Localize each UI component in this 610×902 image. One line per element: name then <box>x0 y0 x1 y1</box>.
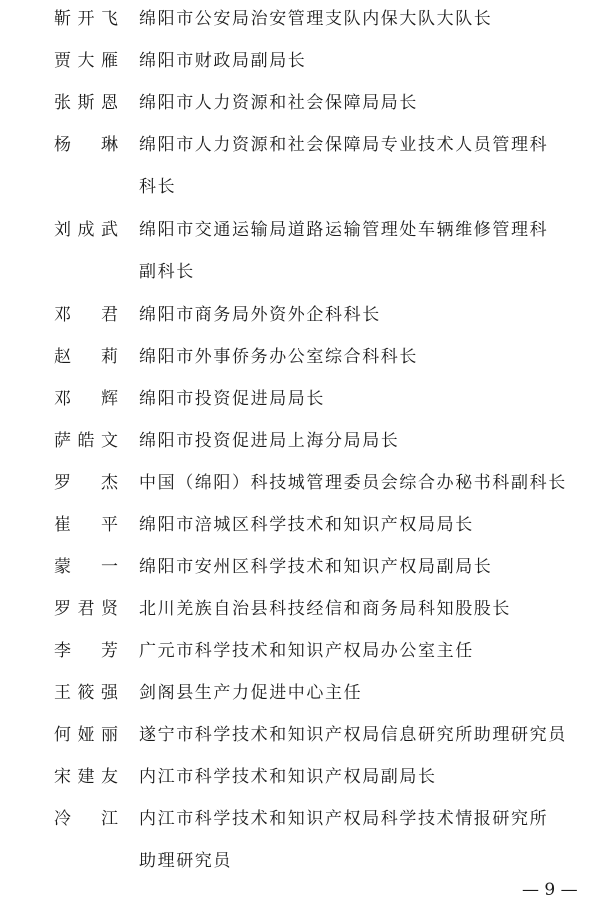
person-name: 靳 开 飞 <box>54 9 118 29</box>
person-name: 何 娅 丽 <box>54 725 118 745</box>
job-title: 绵阳市商务局外资外企科科长 <box>139 305 381 325</box>
job-title: 绵阳市涪城区科学技术和知识产权局局长 <box>139 515 474 535</box>
person-name: 崔 平 <box>54 515 118 535</box>
person-name: 罗 杰 <box>54 473 118 493</box>
job-title: 绵阳市投资促进局上海分局局长 <box>139 431 400 451</box>
person-name: 杨 琳 <box>54 135 118 155</box>
job-title: 遂宁市科学技术和知识产权局信息研究所助理研究员 <box>139 725 567 745</box>
person-name: 冷 江 <box>54 809 118 829</box>
job-title: 剑阁县生产力促进中心主任 <box>139 683 363 703</box>
person-name: 宋 建 友 <box>54 767 118 787</box>
person-name: 邓 君 <box>54 305 118 325</box>
job-title: 内江市科学技术和知识产权局副局长 <box>139 767 437 787</box>
person-name: 王 筱 强 <box>54 683 118 703</box>
page-number: — 9 — <box>522 880 578 900</box>
job-title-continuation: 副科长 <box>139 262 195 282</box>
job-title-continuation: 助理研究员 <box>139 851 232 871</box>
job-title-continuation: 科长 <box>139 177 177 197</box>
job-title: 绵阳市投资促进局局长 <box>139 389 325 409</box>
job-title: 绵阳市交通运输局道路运输管理处车辆维修管理科 <box>139 220 549 240</box>
job-title: 内江市科学技术和知识产权局科学技术情报研究所 <box>139 809 549 829</box>
job-title: 绵阳市财政局副局长 <box>139 51 307 71</box>
person-name: 赵 莉 <box>54 347 118 367</box>
person-name: 贾 大 雁 <box>54 51 118 71</box>
person-name: 罗 君 贤 <box>54 599 118 619</box>
person-name: 刘 成 武 <box>54 220 118 240</box>
job-title: 中国（绵阳）科技城管理委员会综合办秘书科副科长 <box>139 473 567 493</box>
job-title: 广元市科学技术和知识产权局办公室主任 <box>139 641 474 661</box>
job-title: 绵阳市外事侨务办公室综合科科长 <box>139 347 418 367</box>
person-name: 萨 皓 文 <box>54 431 118 451</box>
person-name: 李 芳 <box>54 641 118 661</box>
job-title: 绵阳市安州区科学技术和知识产权局副局长 <box>139 557 493 577</box>
job-title: 北川羌族自治县科技经信和商务局科知股股长 <box>139 599 511 619</box>
person-name: 张 斯 恩 <box>54 93 118 113</box>
person-name: 邓 辉 <box>54 389 118 409</box>
job-title: 绵阳市人力资源和社会保障局局长 <box>139 93 418 113</box>
job-title: 绵阳市公安局治安管理支队内保大队大队长 <box>139 9 493 29</box>
person-name: 蒙 一 <box>54 557 118 577</box>
job-title: 绵阳市人力资源和社会保障局专业技术人员管理科 <box>139 135 549 155</box>
